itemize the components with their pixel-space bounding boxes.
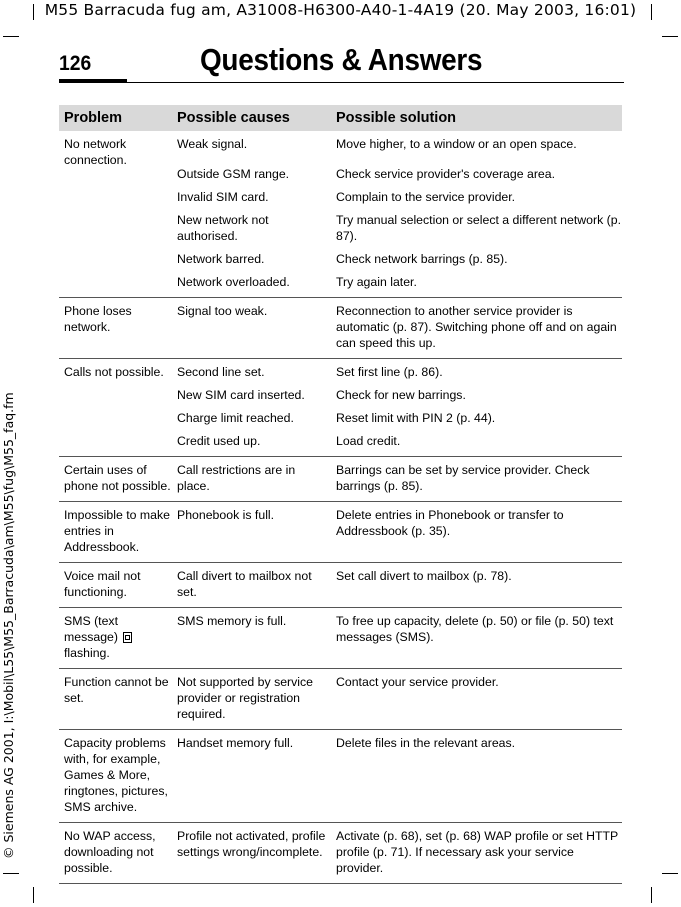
solution-cell: Activate (p. 68), set (p. 68) WAP profile or set HTTP profile (p. 71). If necessary ask your service provider.: [331, 823, 622, 884]
crop-mark: [3, 36, 19, 37]
solution-cell: Reconnection to another service provider is automatic (p. 87). Switching phone off and on again can speed this up.: [331, 298, 622, 359]
cause-cell: New network not authorised.: [177, 213, 269, 243]
solution-cell: Check network barrings (p. 85).: [336, 252, 508, 266]
problem-cell: No network connection.: [59, 131, 172, 298]
page-number: 126: [59, 52, 92, 75]
cause-cell: Charge limit reached.: [177, 411, 294, 425]
cause-cell: Credit used up.: [172, 426, 331, 457]
solution-cell: Delete entries in Phonebook or transfer to Addressbook (p. 35).: [331, 502, 622, 563]
cause-cell: SMS memory is full.: [172, 608, 331, 669]
cause-cell: Weak signal.: [177, 137, 248, 151]
table-row: [59, 823, 622, 884]
table-header-row: [59, 105, 622, 131]
table-row: [59, 730, 622, 823]
header-solution: Possible solution: [331, 105, 622, 131]
solution-cell: Contact your service provider.: [331, 669, 622, 730]
crop-mark: [33, 887, 34, 903]
solution-cell: Try again later.: [331, 267, 622, 298]
cause-cell: Handset memory full.: [172, 730, 331, 823]
problem-cell: Calls not possible.: [59, 359, 172, 457]
solution-cell: Check for new barrings.: [336, 388, 466, 402]
crop-mark: [3, 873, 19, 874]
solution-cell: Delete files in the relevant areas.: [331, 730, 622, 823]
solution-cell: Check service provider's coverage area.: [336, 167, 556, 181]
cause-cell: Network barred.: [177, 252, 265, 266]
cause-cell: Call divert to mailbox not set.: [172, 563, 331, 608]
problem-cell: [59, 608, 172, 669]
crop-mark: [662, 36, 678, 37]
sms-envelope-icon: [123, 632, 132, 643]
cause-cell: Phonebook is full.: [172, 502, 331, 563]
cause-cell: Not supported by service provider or registration required.: [172, 669, 331, 730]
solution-cell: Complain to the service provider.: [336, 190, 516, 204]
solution-cell: Set first line (p. 86).: [336, 365, 443, 379]
problem-cell: Voice mail not functioning.: [59, 563, 172, 608]
table-row: [59, 457, 622, 502]
problem-cell: Certain uses of phone not possible.: [59, 457, 172, 502]
cause-cell: Profile not activated, profile settings wrong/incomplete.: [172, 823, 331, 884]
solution-cell: Move higher, to a window or an open space.: [336, 137, 577, 151]
page-title: Questions & Answers: [200, 42, 483, 77]
side-copyright-path: © Siemens AG 2001, I:\Mobil\L55\M55_Barracuda\am\M55\fug\M55_faq.fm: [1, 392, 16, 859]
crop-mark: [33, 4, 34, 20]
header-causes: Possible causes: [172, 105, 331, 131]
solution-cell: Set call divert to mailbox (p. 78).: [331, 563, 622, 608]
cause-cell: Signal too weak.: [172, 298, 331, 359]
table-row: [59, 502, 622, 563]
cause-cell: New SIM card inserted.: [177, 388, 305, 402]
problem-text-suffix: flashing.: [64, 646, 110, 660]
solution-cell: Barrings can be set by service provider. Check barrings (p. 85).: [331, 457, 622, 502]
crop-mark: [651, 887, 652, 903]
header-problem: Problem: [59, 105, 172, 131]
solution-cell: Load credit.: [331, 426, 622, 457]
cause-cell: Call restrictions are in place.: [172, 457, 331, 502]
problem-cell: No WAP access, downloading not possible.: [59, 823, 172, 884]
problem-text: SMS (text message): [64, 614, 118, 644]
header-rule: [59, 82, 624, 83]
solution-cell: Try manual selection or select a different network (p. 87).: [336, 213, 622, 243]
table-row: [59, 298, 622, 359]
crop-mark: [662, 873, 678, 874]
cause-cell: Second line set.: [177, 365, 265, 379]
table-row: [59, 669, 622, 730]
crop-mark: [651, 4, 652, 20]
problem-cell: Phone loses network.: [59, 298, 172, 359]
solution-cell: Reset limit with PIN 2 (p. 44).: [336, 411, 496, 425]
qa-table: [59, 105, 622, 884]
table-row: [59, 359, 622, 381]
running-header: M55 Barracuda fug am, A31008-H6300-A40-1-4A19 (20. May 2003, 16:01): [44, 1, 637, 19]
table-row: [59, 608, 622, 669]
cause-cell: Invalid SIM card.: [177, 190, 269, 204]
table-row: [59, 131, 622, 159]
cause-cell: Network overloaded.: [172, 267, 331, 298]
problem-cell: Impossible to make entries in Addressbook.: [59, 502, 172, 563]
problem-cell: Function cannot be set.: [59, 669, 172, 730]
table-row: [59, 563, 622, 608]
cause-cell: Outside GSM range.: [177, 167, 290, 181]
solution-cell: To free up capacity, delete (p. 50) or file (p. 50) text messages (SMS).: [331, 608, 622, 669]
problem-cell: Capacity problems with, for example, Games & More, ringtones, pictures, SMS archive.: [59, 730, 172, 823]
